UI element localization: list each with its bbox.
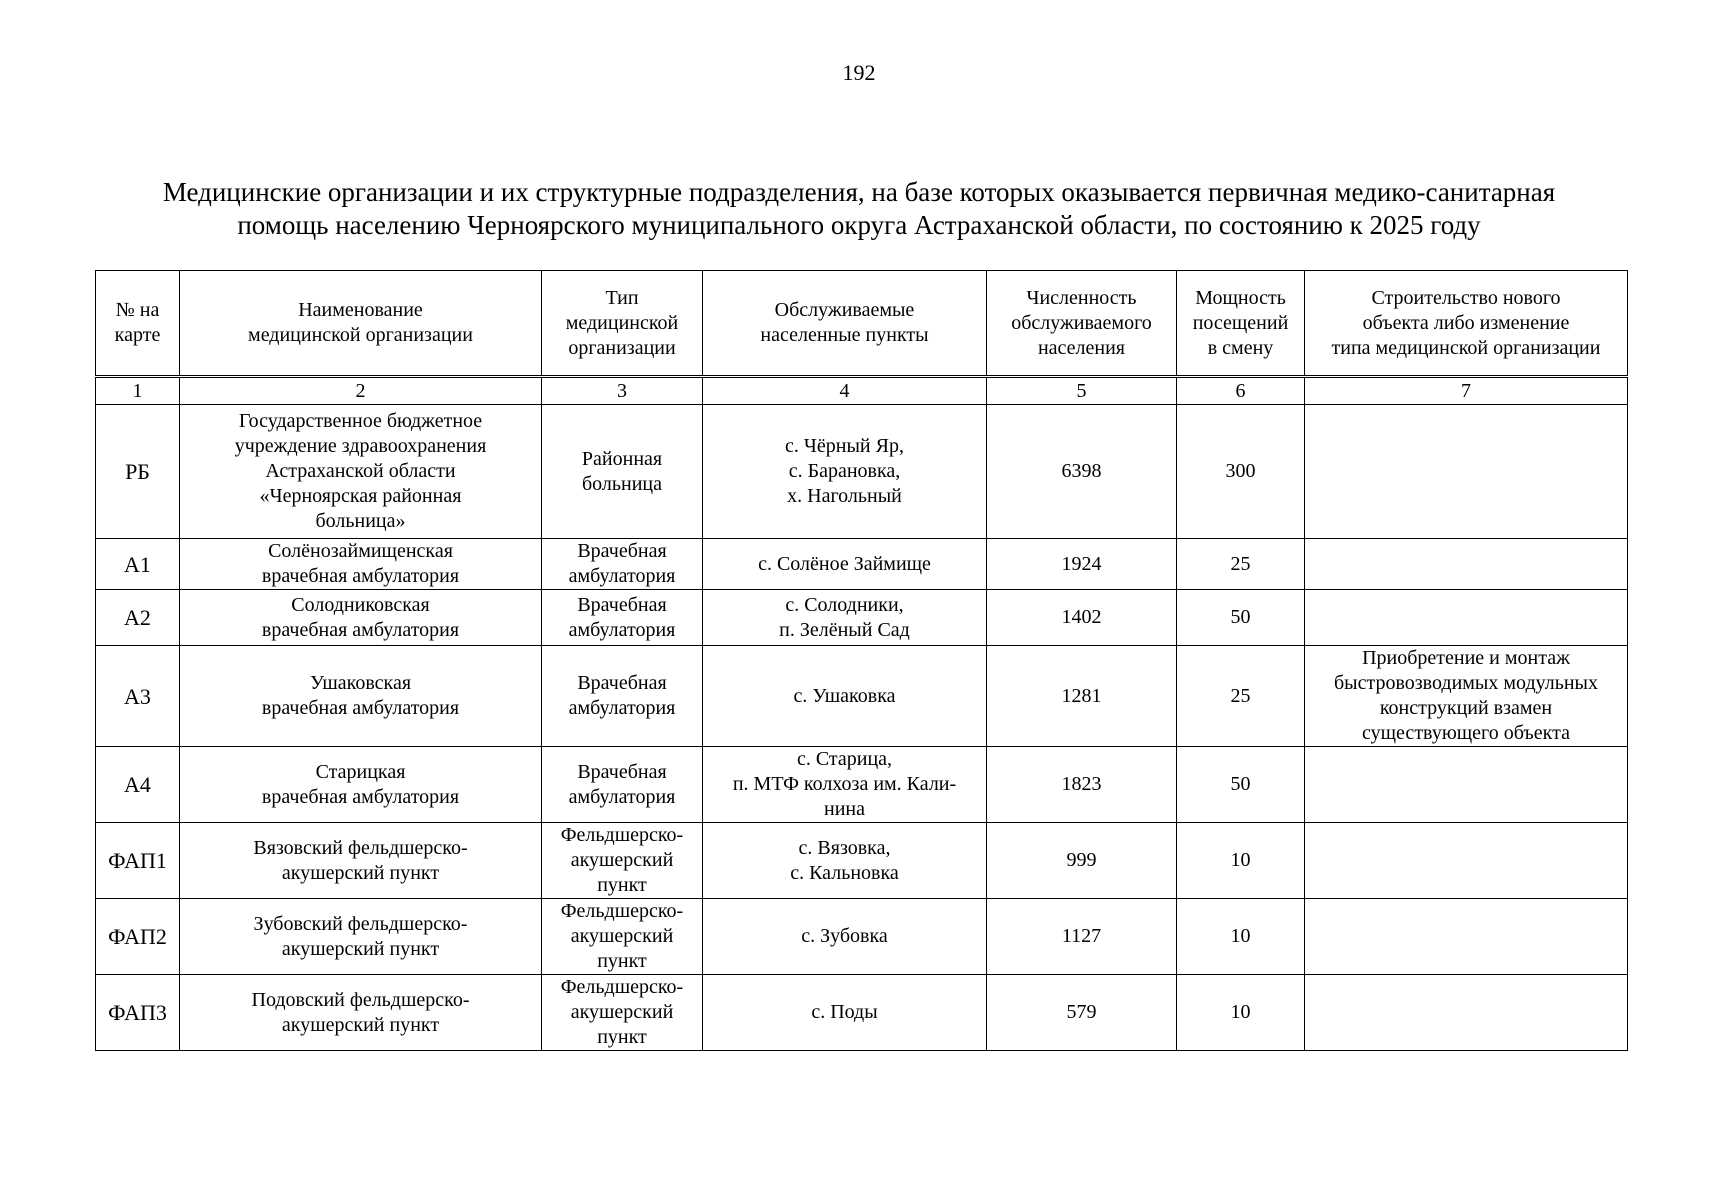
column-header-4 <box>703 271 987 377</box>
organization-type-line: Фельдшерско- <box>560 976 684 998</box>
map-code-cell: ФАП3 <box>96 975 180 1051</box>
organization-type-line: амбулатория <box>568 565 676 587</box>
table-row <box>96 823 1628 899</box>
population-cell: 1281 <box>987 646 1177 747</box>
map-code-cell: А4 <box>96 747 180 823</box>
column-header-line: медицинской организации <box>248 324 473 346</box>
column-header-line: Тип <box>605 286 639 309</box>
organization-type-cell <box>542 646 703 747</box>
organization-name-cell <box>180 747 542 823</box>
map-code-cell: ФАП1 <box>96 823 180 899</box>
organization-name-line: учреждение здравоохранения <box>234 435 487 457</box>
column-header-line: населения <box>1037 336 1126 359</box>
settlement-line: с. Вязовка, <box>798 836 891 859</box>
organization-name-line: врачебная амбулатория <box>261 565 460 587</box>
document-title <box>100 176 1618 242</box>
construction-cell <box>1305 590 1628 646</box>
column-header-line: организации <box>568 336 676 359</box>
population-cell: 579 <box>987 975 1177 1051</box>
organization-name-cell <box>180 590 542 646</box>
table-row <box>96 646 1628 747</box>
construction-cell <box>1305 747 1628 823</box>
organization-name-cell <box>180 899 542 975</box>
column-header-line: карте <box>114 324 161 346</box>
document-title-line-2: помощь населению Черноярского муниципального округа Астраханской области, по состоянию к 2025 году <box>237 210 1481 240</box>
organization-type-line: акушерский <box>570 925 674 947</box>
column-header-line: медицинской <box>565 311 679 334</box>
column-header-7 <box>1305 271 1628 377</box>
settlements-cell <box>703 899 987 975</box>
organization-type-cell <box>542 899 703 975</box>
column-number-3: 3 <box>542 377 703 405</box>
column-header-3 <box>542 271 703 377</box>
settlement-line: с. Барановка, <box>788 460 901 482</box>
organization-type-line: пункт <box>597 1026 647 1048</box>
settlements-cell <box>703 539 987 590</box>
construction-line: Приобретение и монтаж <box>1362 647 1570 669</box>
column-header-line: объекта либо изменение <box>1362 311 1570 334</box>
column-header-line: в смену <box>1207 336 1274 359</box>
organization-type-cell <box>542 539 703 590</box>
column-header-6 <box>1177 271 1305 377</box>
organization-type-line: Врачебная <box>577 760 667 783</box>
organization-type-cell <box>542 747 703 823</box>
table-row <box>96 747 1628 823</box>
organization-name-line: больница» <box>315 510 406 532</box>
settlement-line: п. МТФ колхоза им. Кали- <box>732 773 957 795</box>
organization-name-line: Старицкая <box>315 760 406 783</box>
construction-line: быстровозводимых модульных <box>1333 672 1598 694</box>
capacity-cell: 50 <box>1177 747 1305 823</box>
capacity-cell: 300 <box>1177 405 1305 539</box>
map-code-cell: РБ <box>96 405 180 539</box>
settlement-line: с. Поды <box>811 1001 878 1023</box>
column-header-2 <box>180 271 542 377</box>
organization-name-line: «Черноярская районная <box>259 485 462 507</box>
organization-name-cell <box>180 975 542 1051</box>
organization-name-cell <box>180 405 542 539</box>
table-row <box>96 405 1628 539</box>
population-cell: 1127 <box>987 899 1177 975</box>
organization-type-line: акушерский <box>570 849 674 871</box>
organization-type-line: Фельдшерско- <box>560 824 684 846</box>
organization-type-line: Врачебная <box>577 540 667 562</box>
capacity-cell: 50 <box>1177 590 1305 646</box>
table-header <box>96 271 1628 405</box>
column-number-1: 1 <box>96 377 180 405</box>
settlement-line: с. Старица, <box>796 748 893 770</box>
construction-cell <box>1305 646 1628 747</box>
column-header-line: Строительство нового <box>1371 286 1561 309</box>
capacity-cell: 10 <box>1177 823 1305 899</box>
column-header-1 <box>96 271 180 377</box>
column-header-line: № на <box>115 299 160 321</box>
organization-name-line: врачебная амбулатория <box>261 618 460 641</box>
organization-name-line: Солодниковская <box>291 593 430 616</box>
column-header-5 <box>987 271 1177 377</box>
organization-type-line: Районная <box>581 447 663 470</box>
organization-type-line: Врачебная <box>577 593 667 616</box>
settlements-cell <box>703 646 987 747</box>
header-row <box>96 271 1628 377</box>
capacity-cell: 25 <box>1177 646 1305 747</box>
organization-name-line: акушерский пункт <box>281 1013 440 1036</box>
organization-type-line: больница <box>582 472 662 495</box>
settlement-line: с. Чёрный Яр, <box>785 435 904 457</box>
population-cell: 1823 <box>987 747 1177 823</box>
column-header-line: Мощность <box>1195 286 1286 309</box>
organization-type-line: акушерский <box>570 1001 674 1023</box>
settlement-line: с. Зубовка <box>801 925 888 947</box>
construction-cell <box>1305 975 1628 1051</box>
organization-name-cell <box>180 646 542 747</box>
organization-name-line: акушерский пункт <box>281 861 440 884</box>
table-body <box>96 405 1628 1051</box>
map-code-cell: А1 <box>96 539 180 590</box>
map-code-cell: А3 <box>96 646 180 747</box>
capacity-cell: 25 <box>1177 539 1305 590</box>
column-number-4: 4 <box>703 377 987 405</box>
organization-name-cell <box>180 539 542 590</box>
settlements-cell <box>703 590 987 646</box>
organization-type-cell <box>542 590 703 646</box>
settlement-line: с. Кальновка <box>790 861 899 884</box>
column-header-line: обслуживаемого <box>1011 311 1152 334</box>
column-header-line: населенные пункты <box>760 324 929 346</box>
organization-type-line: пункт <box>597 874 647 896</box>
capacity-cell: 10 <box>1177 975 1305 1051</box>
settlement-line: с. Солёное Займище <box>758 552 931 575</box>
organization-type-line: амбулатория <box>568 618 676 641</box>
column-number-6: 6 <box>1177 377 1305 405</box>
organization-name-line: врачебная амбулатория <box>261 697 460 719</box>
construction-cell <box>1305 899 1628 975</box>
organization-type-cell <box>542 405 703 539</box>
column-header-line: посещений <box>1192 311 1289 334</box>
organization-name-line: Солёнозаймищенская <box>268 540 453 562</box>
settlement-line: с. Солодники, <box>785 593 904 616</box>
organization-name-line: Ушаковская <box>309 672 412 694</box>
column-header-line: Наименование <box>298 299 423 321</box>
construction-line: конструкций взамен <box>1379 697 1553 719</box>
settlement-line: нина <box>824 798 865 820</box>
organization-type-line: Фельдшерско- <box>560 900 684 922</box>
page-number: 192 <box>842 60 876 85</box>
settlement-line: х. Нагольный <box>787 485 902 507</box>
construction-cell <box>1305 823 1628 899</box>
organization-type-line: Врачебная <box>577 672 667 694</box>
construction-line: существующего объекта <box>1362 722 1570 744</box>
organization-type-cell <box>542 975 703 1051</box>
settlements-cell <box>703 975 987 1051</box>
settlements-cell <box>703 823 987 899</box>
construction-cell <box>1305 405 1628 539</box>
organization-name-line: Астраханской области <box>265 460 456 482</box>
settlement-line: п. Зелёный Сад <box>779 618 910 641</box>
capacity-cell: 10 <box>1177 899 1305 975</box>
organization-name-line: врачебная амбулатория <box>261 785 460 808</box>
column-number-7: 7 <box>1305 377 1628 405</box>
organization-name-line: Зубовский фельдшерско- <box>253 912 468 935</box>
settlements-cell <box>703 405 987 539</box>
organization-name-line: Подовский фельдшерско- <box>251 988 470 1011</box>
column-number-row <box>96 377 1628 405</box>
organization-type-cell <box>542 823 703 899</box>
population-cell: 1924 <box>987 539 1177 590</box>
settlement-line: с. Ушаковка <box>793 684 896 707</box>
organization-name-cell <box>180 823 542 899</box>
column-number-2: 2 <box>180 377 542 405</box>
organization-name-line: Государственное бюджетное <box>238 410 483 432</box>
map-code-cell: ФАП2 <box>96 899 180 975</box>
population-cell: 999 <box>987 823 1177 899</box>
column-header-line: Обслуживаемые <box>774 299 915 321</box>
organization-name-line: акушерский пункт <box>281 937 440 960</box>
table-row <box>96 590 1628 646</box>
column-header-line: типа медицинской организации <box>1331 336 1601 359</box>
map-code-cell: А2 <box>96 590 180 646</box>
organization-name-line: Вязовский фельдшерско- <box>253 836 468 859</box>
column-number-5: 5 <box>987 377 1177 405</box>
population-cell: 6398 <box>987 405 1177 539</box>
construction-cell <box>1305 539 1628 590</box>
document-title-line-1: Медицинские организации и их структурные подразделения, на базе которых оказывается первичная медико-санитарная <box>162 177 1556 207</box>
table-row <box>96 899 1628 975</box>
table-row <box>96 975 1628 1051</box>
organization-type-line: амбулатория <box>568 785 676 808</box>
population-cell: 1402 <box>987 590 1177 646</box>
organization-type-line: амбулатория <box>568 697 676 719</box>
medical-organizations-table <box>95 270 1628 1051</box>
settlements-cell <box>703 747 987 823</box>
column-header-line: Численность <box>1026 286 1137 309</box>
table-row <box>96 539 1628 590</box>
organization-type-line: пункт <box>597 950 647 972</box>
